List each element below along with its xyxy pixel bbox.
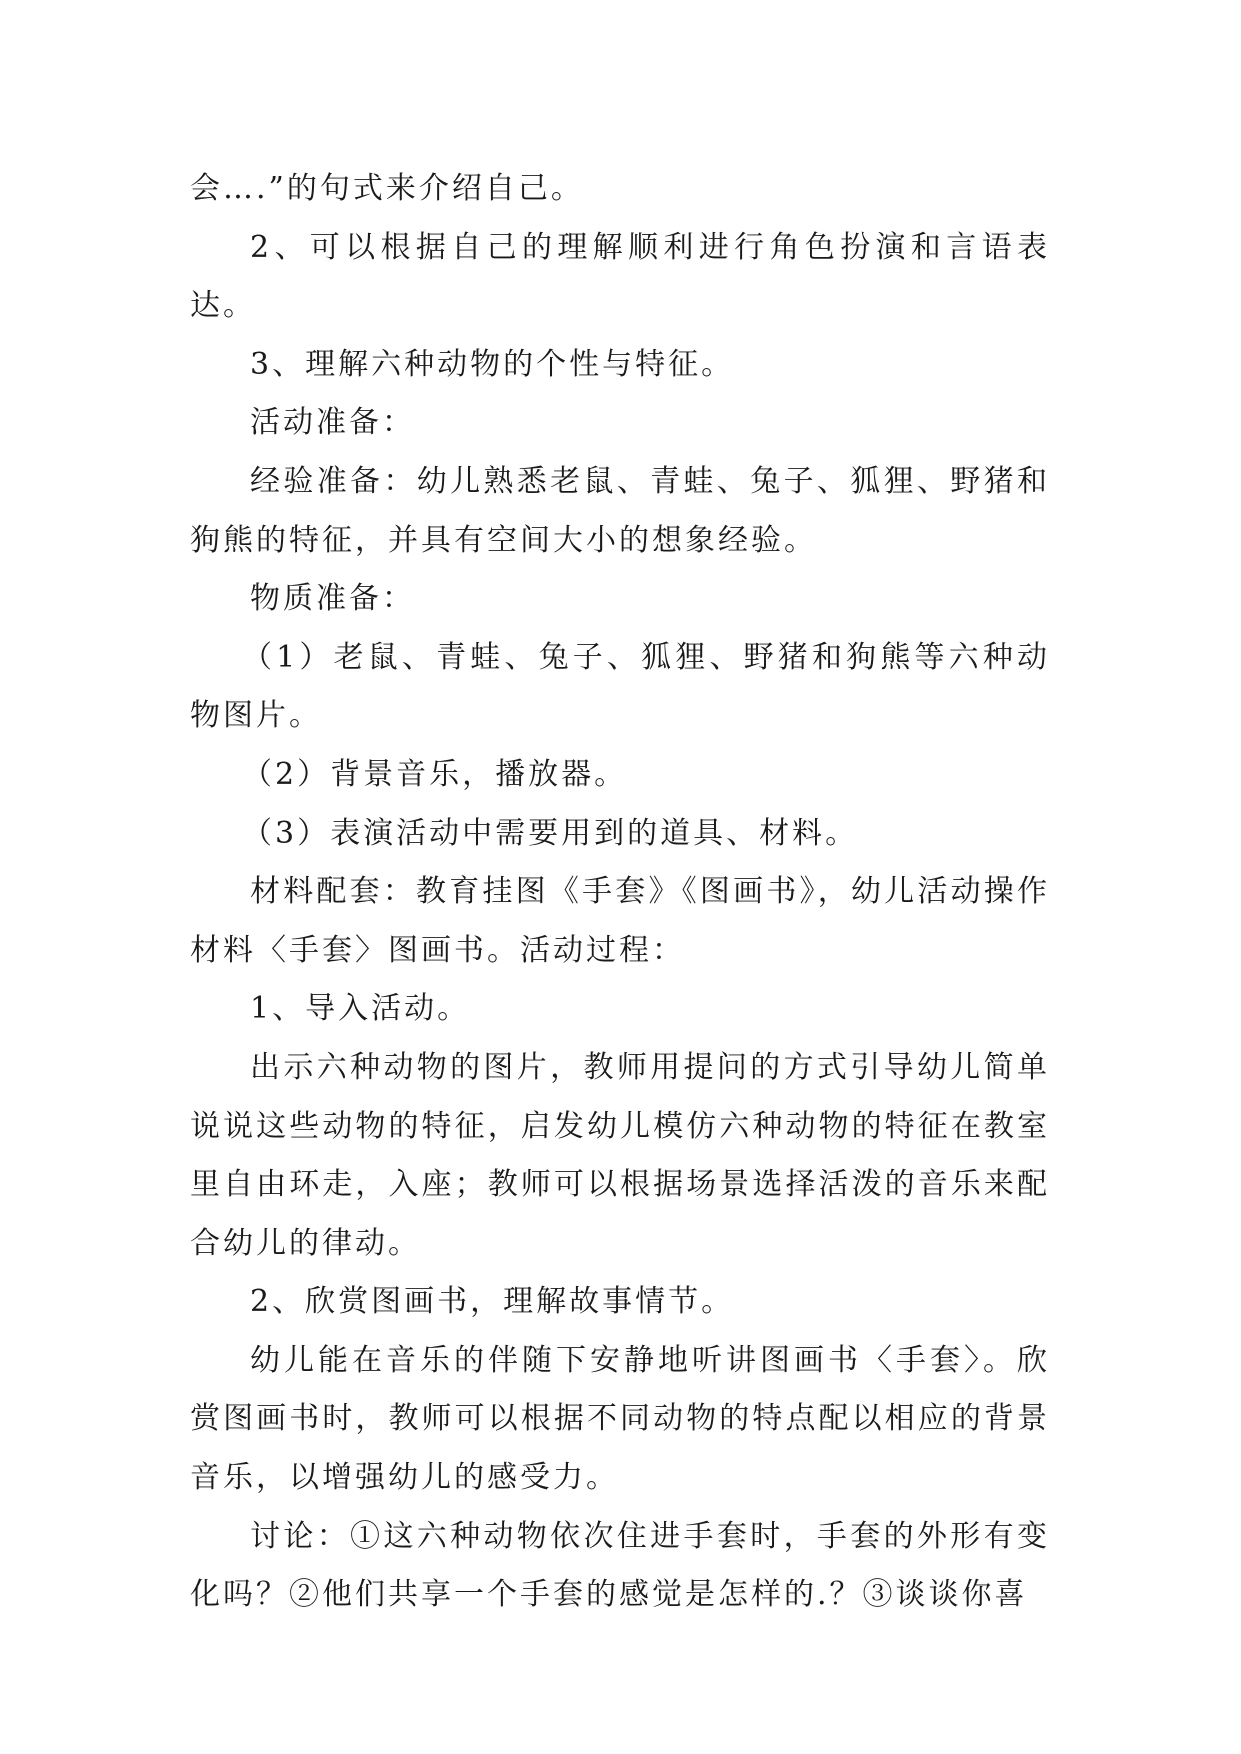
paragraph-experience-preparation: 经验准备：幼儿熟悉老鼠、青蛙、兔子、狐狸、野猪和狗熊的特征，并具有空间大小的想象经验。 — [190, 463, 1050, 558]
paragraph-preparation-heading: 活动准备： — [250, 405, 415, 441]
document-body — [190, 160, 1050, 1625]
paragraph-supporting-materials: 材料配套：教育挂图《手套》《图画书》，幼儿活动操作材料〈手套〉图画书。活动过程： — [190, 874, 1050, 968]
paragraph-material-1: （1）老鼠、青蛙、兔子、狐狸、野猪和狗熊等六种动物图片。 — [190, 639, 1050, 734]
paragraph-step-1-body: 出示六种动物的图片，教师用提问的方式引导幼儿简单说说这些动物的特征，启发幼儿模仿六种动物的特征在教室里自由环走，入座；教师可以根据场景选择活泼的音乐来配合幼儿的律动。 — [190, 1049, 1050, 1261]
paragraph-step-2-body: 幼儿能在音乐的伴随下安静地听讲图画书〈手套〉。欣赏图画书时，教师可以根据不同动物的特点配以相应的背景音乐，以增强幼儿的感受力。 — [190, 1342, 1050, 1496]
paragraph-goal-3: 3、理解六种动物的个性与特征。 — [250, 346, 735, 382]
paragraph-goal-2: 2、可以根据自己的理解顺利进行角色扮演和言语表达。 — [190, 229, 1050, 324]
paragraph-discussion: 讨论：①这六种动物依次住进手套时，手套的外形有变化吗？②他们共享一个手套的感觉是怎样的.？③谈谈你喜 — [190, 1518, 1050, 1613]
paragraph-material-3: （3）表演活动中需要用到的道具、材料。 — [242, 815, 859, 851]
paragraph-step-1-heading: 1、导入活动。 — [250, 991, 471, 1027]
paragraph-step-2-heading: 2、欣赏图画书，理解故事情节。 — [250, 1284, 735, 1320]
paragraph-material-heading: 物质准备： — [250, 581, 415, 617]
paragraph-material-2: （2）背景音乐，播放器。 — [242, 756, 628, 792]
paragraph-continuation: 会….”的句式来介绍自己。 — [190, 171, 584, 206]
